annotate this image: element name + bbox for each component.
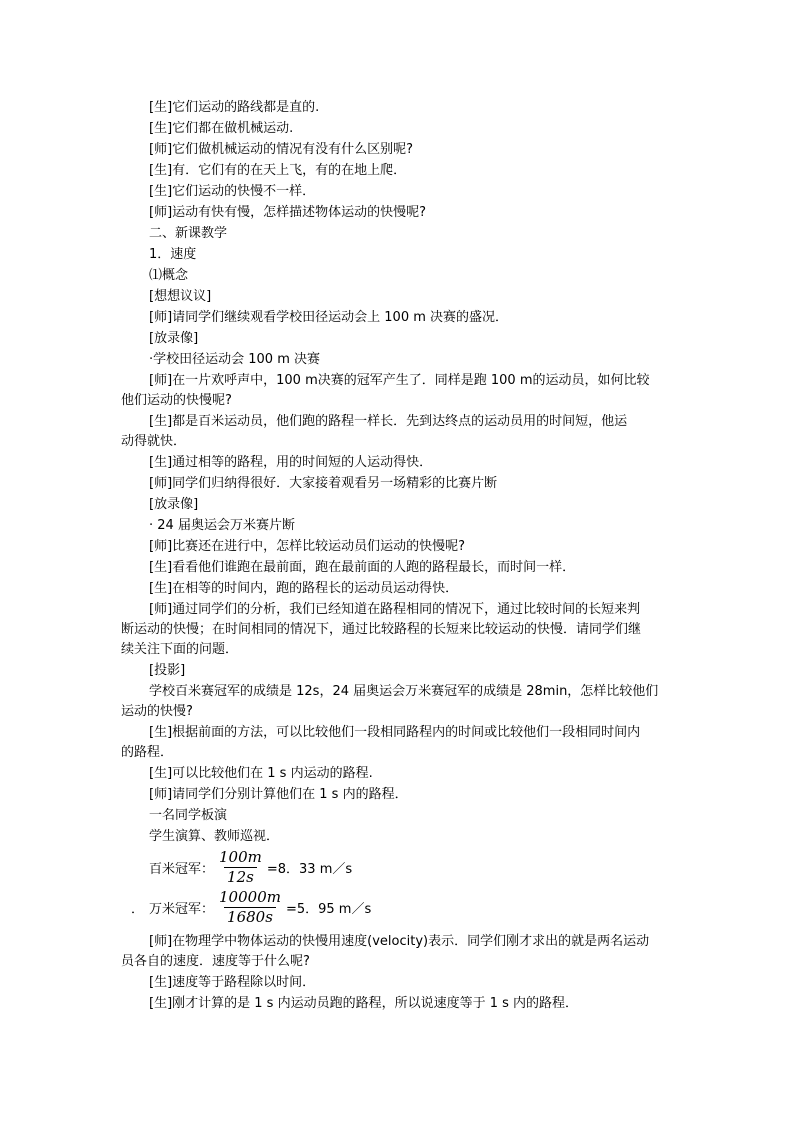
stray-mark: ．: [131, 902, 145, 917]
bullet-item: · 24 届奥运会万米赛片断: [149, 518, 295, 533]
dialogue-line: [生]它们运动的路线都是直的.: [149, 100, 320, 115]
formula-result: =8．33 m／s: [266, 862, 353, 877]
dialogue-line: [师]运动有快有慢，怎样描述物体运动的快慢呢?: [149, 205, 427, 220]
fraction-numerator: 10000m: [219, 888, 281, 906]
problem-text-continued: 运动的快慢?: [121, 704, 193, 719]
dialogue-line-continued: 动得就快．: [121, 434, 187, 449]
activity-label: [放录像]: [149, 497, 199, 512]
activity-label: [投影]: [149, 663, 186, 678]
dialogue-line: [生]可以比较他们在 1 s 内运动的路程.: [149, 766, 373, 781]
dialogue-line: [生]有．它们有的在天上飞，有的在地上爬．: [149, 163, 407, 178]
dialogue-line: [师]在一片欢呼声中，100 m决赛的冠军产生了．同样是跑 100 m的运动员，如何比较: [149, 373, 650, 388]
fraction-denominator: 12s: [224, 867, 257, 887]
dialogue-line: [生]它们运动的快慢不一样．: [149, 184, 316, 199]
fraction: [216, 888, 284, 927]
dialogue-line-continued: 续关注下面的问题．: [121, 642, 239, 657]
dialogue-line: [师]同学们归纳得很好．大家接着观看另一场精彩的比赛片断: [149, 476, 498, 491]
bullet-item: ·学校田径运动会 100 m 决赛: [149, 352, 321, 367]
dialogue-line: [生]在相等的时间内，跑的路程长的运动员运动得快．: [149, 581, 459, 596]
dialogue-line-continued: 断运动的快慢；在时间相同的情况下，通过比较路程的长短来比较运动的快慢．请同学们继: [121, 622, 642, 637]
dialogue-line: [师]通过同学们的分析，我们已经知道在路程相同的情况下，通过比较时间的长短来判: [149, 602, 641, 617]
dialogue-line: [师]在物理学中物体运动的快慢用速度(velocity)表示．同学们刚才求出的就是两名运动: [149, 934, 650, 949]
dialogue-line: [生]速度等于路程除以时间．: [149, 975, 316, 990]
dialogue-line-continued: 的路程．: [121, 745, 174, 760]
dialogue-line: [生]都是百米运动员，他们跑的路程一样长．先到达终点的运动员用的时间短，他运: [149, 414, 628, 429]
formula-100m: [149, 848, 352, 887]
dialogue-line: [生]根据前面的方法，可以比较他们一段相同路程内的时间或比较他们一段相同时间内: [149, 725, 641, 740]
dialogue-line: [生]它们都在做机械运动.: [149, 121, 294, 136]
formula-10000m: [149, 888, 371, 927]
dialogue-line: [师]请同学们继续观看学校田径运动会上 100 m 决赛的盛况．: [149, 310, 509, 325]
subsection-heading: ⑴概念: [149, 268, 189, 283]
subsection-heading: 1．速度: [149, 247, 197, 262]
activity-label: 一名同学板演: [149, 808, 228, 823]
dialogue-line: [生]通过相等的路程，用的时间短的人运动得快．: [149, 455, 433, 470]
dialogue-line: [师]它们做机械运动的情况有没有什么区别呢?: [149, 142, 414, 157]
dialogue-line: [生]看看他们谁跑在最前面，跑在最前面的人跑的路程最长，而时间一样．: [149, 560, 576, 575]
section-heading: 二、新课教学: [149, 226, 228, 241]
dialogue-line-continued: 员各自的速度．速度等于什么呢?: [121, 954, 310, 969]
fraction-numerator: 100m: [219, 848, 262, 866]
formula-result: =5．95 m／s: [285, 902, 372, 917]
dialogue-line: [师]比赛还在进行中，怎样比较运动员们运动的快慢呢?: [149, 539, 466, 554]
problem-text: 学校百米赛冠军的成绩是 12s，24 届奥运会万米赛冠军的成绩是 28min，怎样比较他们: [149, 684, 659, 699]
activity-label: 学生演算、教师巡视．: [149, 829, 280, 844]
dialogue-line: [生]刚才计算的是 1 s 内运动员跑的路程，所以说速度等于 1 s 内的路程．: [149, 996, 579, 1011]
formula-label: 万米冠军：: [149, 902, 215, 917]
activity-label: [想想议议]: [149, 289, 212, 304]
dialogue-line-continued: 他们运动的快慢呢?: [121, 393, 232, 408]
formula-label: 百米冠军：: [149, 862, 215, 877]
activity-label: [放录像]: [149, 331, 199, 346]
fraction: [216, 848, 265, 887]
fraction-denominator: 1680s: [224, 907, 276, 927]
dialogue-line: [师]请同学们分别计算他们在 1 s 内的路程．: [149, 787, 408, 802]
